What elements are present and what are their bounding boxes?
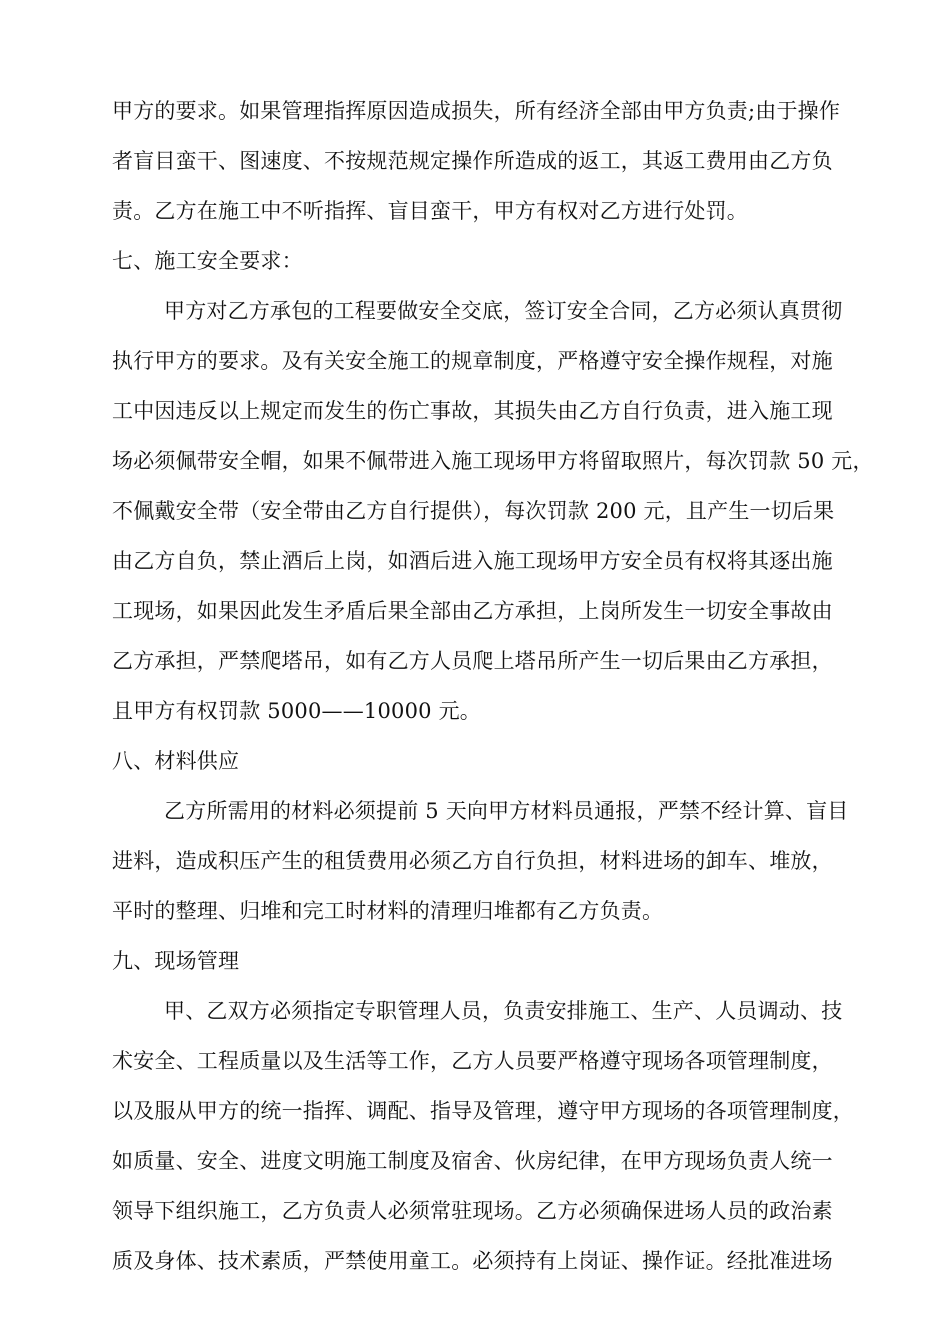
section-7-heading: 七、施工安全要求：: [112, 249, 303, 273]
section-7-line-9: 且甲方有权罚款 5000——10000 元。: [112, 699, 481, 723]
section-8-line-1: 乙方所需用的材料必须提前 5 天向甲方材料员通报，严禁不经计算、盲目: [164, 799, 849, 823]
section-9-line-3: 以及服从甲方的统一指挥、调配、指导及管理，遵守甲方现场的各项管理制度，: [112, 1099, 854, 1123]
paragraph-6-line-1: 甲方的要求。如果管理指挥原因造成损失，所有经济全部由甲方负责;由于操作: [112, 99, 841, 123]
section-9-line-4: 如质量、安全、进度文明施工制度及宿舍、伙房纪律，在甲方现场负责人统一: [112, 1149, 833, 1173]
paragraph-6-line-2: 者盲目蛮干、图速度、不按规范规定操作所造成的返工，其返工费用由乙方负: [112, 149, 833, 173]
section-8-line-2: 进料，造成积压产生的租赁费用必须乙方自行负担，材料进场的卸车、堆放，: [112, 849, 833, 873]
section-7-line-1: 甲方对乙方承包的工程要做安全交底，签订安全合同，乙方必须认真贯彻: [164, 299, 843, 323]
section-7-line-2: 执行甲方的要求。及有关安全施工的规章制度，严格遵守安全操作规程，对施: [112, 349, 833, 373]
section-7-line-5: 不佩戴安全带（安全带由乙方自行提供），每次罚款 200 元，且产生一切后果: [112, 499, 835, 523]
section-9-heading: 九、现场管理: [112, 949, 240, 973]
section-8-line-3: 平时的整理、归堆和完工时材料的清理归堆都有乙方负责。: [112, 899, 664, 923]
section-9-line-1: 甲、乙双方必须指定专职管理人员，负责安排施工、生产、人员调动、技: [164, 999, 843, 1023]
section-9-line-2: 术安全、工程质量以及生活等工作，乙方人员要严格遵守现场各项管理制度，: [112, 1049, 833, 1073]
section-7-line-7: 工现场，如果因此发生矛盾后果全部由乙方承担，上岗所发生一切安全事故由: [112, 599, 833, 623]
section-7-line-4: 场必须佩带安全帽，如果不佩带进入施工现场甲方将留取照片，每次罚款 50 元，: [112, 449, 874, 473]
section-8-heading: 八、材料供应: [112, 749, 240, 773]
section-7-line-6: 由乙方自负，禁止酒后上岗，如酒后进入施工现场甲方安全员有权将其逐出施: [112, 549, 833, 573]
section-9-line-5: 领导下组织施工，乙方负责人必须常驻现场。乙方必须确保进场人员的政治素: [112, 1199, 833, 1223]
paragraph-6-line-3: 责。乙方在施工中不听指挥、盲目蛮干，甲方有权对乙方进行处罚。: [112, 199, 748, 223]
section-9-line-6: 质及身体、技术素质，严禁使用童工。必须持有上岗证、操作证。经批准进场: [112, 1249, 833, 1273]
section-7-line-3: 工中因违反以上规定而发生的伤亡事故，其损失由乙方自行负责，进入施工现: [112, 399, 833, 423]
section-7-line-8: 乙方承担，严禁爬塔吊，如有乙方人员爬上塔吊所产生一切后果由乙方承担，: [112, 649, 833, 673]
